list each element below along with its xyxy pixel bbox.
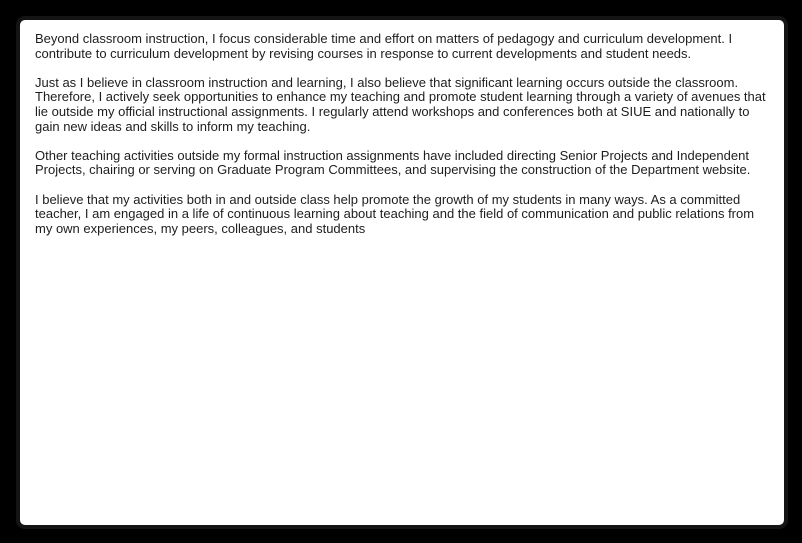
text-line: my own experiences, my peers, colleagues, and students	[35, 220, 366, 236]
text-line: Just as I believe in classroom instruction and learning, I also believe that significant learning occurs outside the classroom.	[35, 74, 739, 90]
text-line: lie outside my official instructional assignments. I regularly attend workshops and conferences both at SIUE and nationally to	[35, 103, 750, 119]
paragraph-outside-classroom	[35, 76, 782, 134]
text-line: teacher, I am engaged in a life of continuous learning about teaching and the field of communication and public relations from	[35, 206, 755, 222]
text-line: gain new ideas and skills to inform my teaching.	[35, 118, 311, 134]
text-line: Therefore, I actively seek opportunities to enhance my teaching and promote student learning through a variety of avenues that	[35, 89, 766, 105]
document-page	[16, 16, 788, 529]
document-text	[20, 20, 784, 236]
text-line: Projects, chairing or serving on Graduate Program Committees, and supervising the construction of the Department website.	[35, 162, 751, 178]
text-line: Other teaching activities outside my formal instruction assignments have included directing Senior Projects and Independent	[35, 147, 749, 163]
text-line: I believe that my activities both in and outside class help promote the growth of my students in many ways. As a committed	[35, 191, 741, 207]
text-line: contribute to curriculum development by revising courses in response to current developments and student needs.	[35, 45, 692, 61]
paragraph-student-growth	[35, 193, 782, 237]
paragraph-pedagogy-curriculum	[35, 32, 782, 61]
text-line: Beyond classroom instruction, I focus considerable time and effort on matters of pedagogy and curriculum development. I	[35, 31, 733, 46]
paragraph-other-activities	[35, 149, 782, 178]
